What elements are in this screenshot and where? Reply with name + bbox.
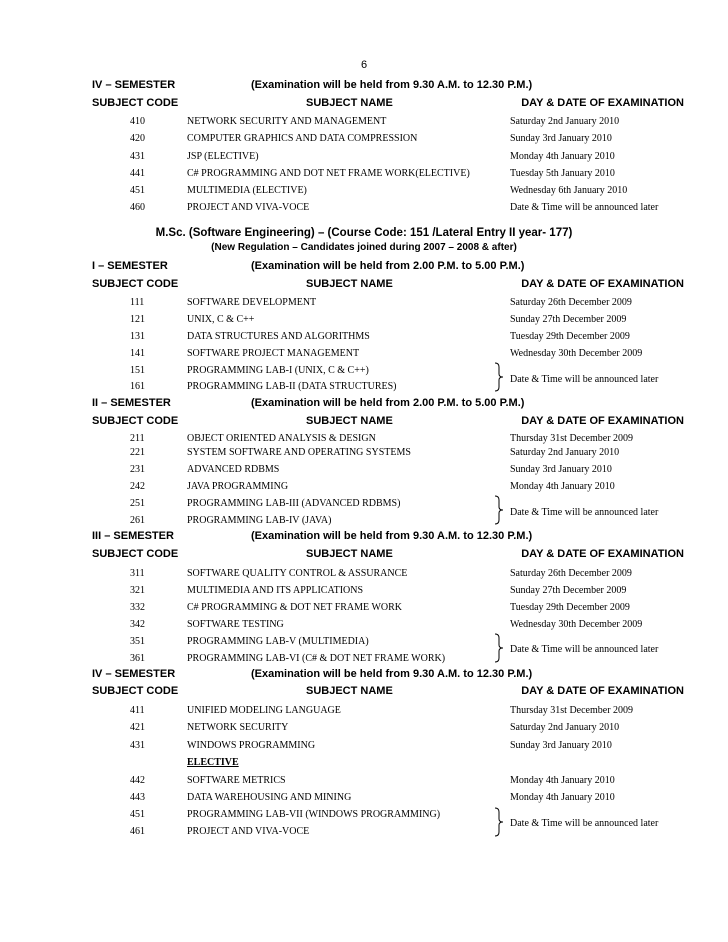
subject-name: JAVA PROGRAMMING (187, 481, 289, 492)
subject-code: 161 (130, 381, 145, 392)
exam-date: Sunday 27th December 2009 (510, 585, 627, 596)
header-exam-date: DAY & DATE OF EXAMINATION (521, 548, 684, 560)
table-header (92, 548, 684, 562)
subject-code: 131 (130, 331, 145, 342)
table-row (0, 185, 728, 199)
exam-date: Sunday 3rd January 2010 (510, 464, 612, 475)
table-row (0, 585, 728, 599)
table-row (0, 297, 728, 311)
subject-name: DATA STRUCTURES AND ALGORITHMS (187, 331, 370, 342)
subject-code: 461 (130, 826, 145, 837)
announcement-note: Date & Time will be announced later (510, 644, 659, 655)
subject-name: NETWORK SECURITY AND MANAGEMENT (187, 116, 387, 127)
table-row (0, 740, 728, 754)
subject-name: SOFTWARE DEVELOPMENT (187, 297, 317, 308)
subject-name: PROJECT AND VIVA-VOCE (187, 202, 310, 213)
subject-code: 460 (130, 202, 145, 213)
exam-date: Monday 4th January 2010 (510, 775, 615, 786)
header-subject-name: SUBJECT NAME (306, 548, 393, 560)
table-row (0, 602, 728, 616)
subject-name: PROGRAMMING LAB-IV (JAVA) (187, 515, 332, 526)
subject-code: 111 (130, 297, 145, 308)
header-subject-name: SUBJECT NAME (306, 415, 393, 427)
semester-label: II – SEMESTER (92, 397, 171, 409)
subject-code: 321 (130, 585, 145, 596)
subject-code: 421 (130, 722, 145, 733)
exam-time-note: (Examination will be held from 9.30 A.M. to 12.30 P.M.) (251, 79, 533, 91)
subject-code: 420 (130, 133, 145, 144)
exam-date: Tuesday 29th December 2009 (510, 602, 630, 613)
exam-date: Date & Time will be announced later (510, 202, 659, 213)
course-title: M.Sc. (Software Engineering) – (Course Code: 151 /Lateral Entry II year- 177) (155, 227, 573, 239)
semester-label: IV – SEMESTER (92, 668, 176, 680)
table-row (0, 133, 728, 147)
subject-name: UNIFIED MODELING LANGUAGE (187, 705, 341, 716)
semester-label: I – SEMESTER (92, 260, 168, 272)
subject-name: PROGRAMMING LAB-VII (WINDOWS PROGRAMMING) (187, 809, 441, 820)
subject-code: 231 (130, 464, 145, 475)
subject-code: 443 (130, 792, 145, 803)
subject-code: 342 (130, 619, 145, 630)
semester-label: III – SEMESTER (92, 530, 174, 542)
announcement-note: Date & Time will be announced later (510, 818, 659, 829)
subject-name: PROJECT AND VIVA-VOCE (187, 826, 310, 837)
exam-date: Wednesday 30th December 2009 (510, 619, 643, 630)
subject-code: 361 (130, 653, 145, 664)
table-row (0, 653, 728, 667)
subject-code: 431 (130, 740, 145, 751)
exam-date: Thursday 31st December 2009 (510, 705, 634, 716)
header-exam-date: DAY & DATE OF EXAMINATION (521, 415, 684, 427)
exam-date: Monday 4th January 2010 (510, 792, 615, 803)
table-row (0, 433, 728, 447)
subject-code: 221 (130, 447, 145, 458)
subject-code: 211 (130, 433, 145, 444)
curly-brace-icon (493, 362, 505, 392)
announcement-note: Date & Time will be announced later (510, 507, 659, 518)
exam-date: Thursday 31st December 2009 (510, 433, 634, 444)
table-row (0, 775, 728, 789)
subject-code: 121 (130, 314, 145, 325)
subject-code: 242 (130, 481, 145, 492)
subject-code: 332 (130, 602, 145, 613)
curly-brace-icon (493, 495, 505, 525)
table-row (0, 705, 728, 719)
subject-code: 431 (130, 151, 145, 162)
subject-name: MULTIMEDIA AND ITS APPLICATIONS (187, 585, 364, 596)
subject-code: 451 (130, 809, 145, 820)
exam-time-note: (Examination will be held from 9.30 A.M. to 12.30 P.M.) (251, 530, 533, 542)
table-row (0, 757, 728, 771)
subject-code: 441 (130, 168, 145, 179)
announcement-note: Date & Time will be announced later (510, 374, 659, 385)
table-row (0, 464, 728, 478)
subject-code: 311 (130, 568, 145, 579)
header-subject-name: SUBJECT NAME (306, 685, 393, 697)
exam-date: Saturday 26th December 2009 (510, 297, 632, 308)
subject-name: WINDOWS PROGRAMMING (187, 740, 316, 751)
subject-name: SOFTWARE QUALITY CONTROL & ASSURANCE (187, 568, 408, 579)
subject-name: PROGRAMMING LAB-V (MULTIMEDIA) (187, 636, 369, 647)
exam-date: Wednesday 6th January 2010 (510, 185, 628, 196)
table-row (0, 202, 728, 216)
subject-code: 251 (130, 498, 145, 509)
table-row (0, 151, 728, 165)
subject-name: UNIX, C & C++ (187, 314, 255, 325)
subject-name: SOFTWARE PROJECT MANAGEMENT (187, 348, 360, 359)
subject-name: COMPUTER GRAPHICS AND DATA COMPRESSION (187, 133, 418, 144)
header-subject-code: SUBJECT CODE (92, 278, 179, 290)
table-row (0, 792, 728, 806)
subject-code: 351 (130, 636, 145, 647)
table-header (92, 97, 684, 111)
subject-code: 442 (130, 775, 145, 786)
subject-name: NETWORK SECURITY (187, 722, 289, 733)
exam-date: Monday 4th January 2010 (510, 481, 615, 492)
curly-brace-icon (493, 806, 505, 838)
subject-name: PROGRAMMING LAB-III (ADVANCED RDBMS) (187, 498, 401, 509)
header-subject-code: SUBJECT CODE (92, 548, 179, 560)
table-header (92, 278, 684, 292)
subject-name: SOFTWARE METRICS (187, 775, 286, 786)
subject-code: 141 (130, 348, 145, 359)
subject-name: PROGRAMMING LAB-I (UNIX, C & C++) (187, 365, 369, 376)
table-row (0, 314, 728, 328)
table-row (0, 116, 728, 130)
header-exam-date: DAY & DATE OF EXAMINATION (521, 97, 684, 109)
header-subject-name: SUBJECT NAME (306, 97, 393, 109)
exam-date: Sunday 27th December 2009 (510, 314, 627, 325)
table-row (0, 168, 728, 182)
header-exam-date: DAY & DATE OF EXAMINATION (521, 685, 684, 697)
table-row (0, 331, 728, 345)
table-row (0, 722, 728, 736)
exam-time-note: (Examination will be held from 9.30 A.M. to 12.30 P.M.) (251, 668, 533, 680)
subject-name: PROGRAMMING LAB-VI (C# & DOT NET FRAME WORK) (187, 653, 446, 664)
exam-time-note: (Examination will be held from 2.00 P.M. to 5.00 P.M.) (251, 260, 525, 272)
exam-date: Tuesday 5th January 2010 (510, 168, 615, 179)
elective-subheading: ELECTIVE (187, 757, 239, 768)
subject-code: 451 (130, 185, 145, 196)
exam-date: Saturday 2nd January 2010 (510, 116, 620, 127)
semester-label: IV – SEMESTER (92, 79, 176, 91)
header-subject-name: SUBJECT NAME (306, 278, 393, 290)
subject-name: SYSTEM SOFTWARE AND OPERATING SYSTEMS (187, 447, 411, 458)
subject-name: SOFTWARE TESTING (187, 619, 284, 630)
exam-date: Sunday 3rd January 2010 (510, 133, 612, 144)
exam-time-note: (Examination will be held from 2.00 P.M. to 5.00 P.M.) (251, 397, 525, 409)
exam-date: Tuesday 29th December 2009 (510, 331, 630, 342)
table-row (0, 568, 728, 582)
page-number: 6 (360, 59, 368, 71)
subject-name: DATA WAREHOUSING AND MINING (187, 792, 352, 803)
table-header (92, 685, 684, 699)
exam-date: Saturday 26th December 2009 (510, 568, 632, 579)
course-subtitle: (New Regulation – Candidates joined during 2007 – 2008 & after) (211, 242, 517, 253)
subject-name: JSP (ELECTIVE) (187, 151, 259, 162)
subject-name: C# PROGRAMMING AND DOT NET FRAME WORK(ELECTIVE) (187, 168, 470, 179)
table-row (0, 348, 728, 362)
exam-date: Wednesday 30th December 2009 (510, 348, 643, 359)
exam-date: Monday 4th January 2010 (510, 151, 615, 162)
table-row (0, 447, 728, 461)
header-subject-code: SUBJECT CODE (92, 685, 179, 697)
table-row (0, 619, 728, 633)
subject-code: 261 (130, 515, 145, 526)
header-subject-code: SUBJECT CODE (92, 97, 179, 109)
header-exam-date: DAY & DATE OF EXAMINATION (521, 278, 684, 290)
exam-date: Sunday 3rd January 2010 (510, 740, 612, 751)
subject-name: PROGRAMMING LAB-II (DATA STRUCTURES) (187, 381, 397, 392)
curly-brace-icon (493, 633, 505, 663)
subject-name: OBJECT ORIENTED ANALYSIS & DESIGN (187, 433, 376, 444)
exam-date: Saturday 2nd January 2010 (510, 447, 620, 458)
header-subject-code: SUBJECT CODE (92, 415, 179, 427)
subject-code: 410 (130, 116, 145, 127)
exam-date: Saturday 2nd January 2010 (510, 722, 620, 733)
subject-name: MULTIMEDIA (ELECTIVE) (187, 185, 307, 196)
table-row (0, 481, 728, 495)
subject-code: 151 (130, 365, 145, 376)
table-header (92, 415, 684, 429)
subject-name: ADVANCED RDBMS (187, 464, 280, 475)
subject-code: 411 (130, 705, 145, 716)
subject-name: C# PROGRAMMING & DOT NET FRAME WORK (187, 602, 403, 613)
